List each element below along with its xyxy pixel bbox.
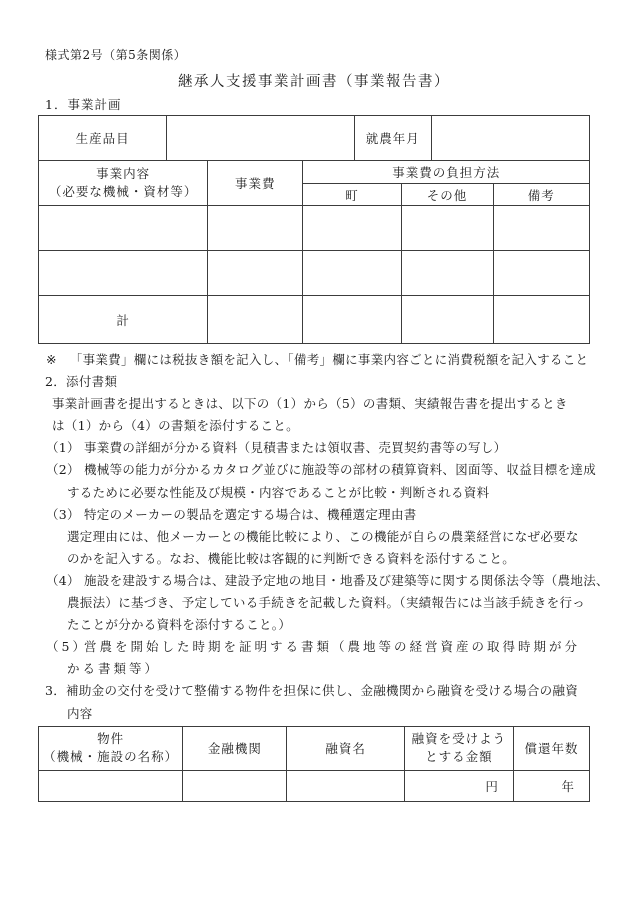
attachment-item-2	[38, 459, 597, 481]
loan-entry-row	[39, 770, 590, 801]
form-number: 様式第2号（第5条関係）	[45, 48, 187, 62]
property-name-header-line2: （機械・施設の名称）	[43, 749, 179, 765]
plan-content-cell	[39, 251, 208, 296]
item-text: 事業費の詳細が分かる資料（見積書または領収書、売買契約書等の写し）	[84, 440, 507, 456]
tax-note	[38, 349, 590, 371]
item-text: 施設を建設する場合は、建設予定地の地目・地番及び建築等に関する関係法令等（農地法、	[84, 572, 609, 588]
property-name-header	[39, 726, 183, 770]
attachment-item-4-cont-1: 農振法）に基づき、予定している手続きを記載した資料。（実績報告には当該手続きを行っ	[67, 595, 586, 611]
instructions-block	[38, 349, 609, 725]
section2-heading: 2．添付書類	[45, 374, 118, 390]
farming-start-value-cell	[431, 116, 589, 161]
loan-name-cell	[287, 770, 404, 801]
intro-line-2: は（1）から（4）の書類を添付すること。	[52, 418, 299, 434]
document-title: 継承人支援事業計画書（事業報告書）	[178, 74, 450, 90]
item-number: （4）	[46, 572, 80, 588]
item-text: 特定のメーカーの製品を選定する場合は、機種選定理由書	[84, 506, 417, 522]
tax-note-text: 「事業費」欄には税抜き額を記入し、「備考」欄に事業内容ごとに消費税額を記入すること	[69, 352, 589, 367]
item-number: （2）	[46, 462, 80, 478]
repayment-years-unit-cell: 年	[513, 770, 589, 801]
burden-town-header: 町	[303, 184, 401, 206]
product-item-value-cell	[167, 116, 354, 161]
total-town-cell	[303, 296, 401, 344]
section3-heading-line2: 内容	[67, 705, 93, 721]
loan-amount-header-line1: 融資を受けよう	[411, 731, 507, 747]
burden-method-header: 事業費の負担方法	[303, 161, 590, 184]
item-text: 機械等の能力が分かるカタログ並びに施設等の部材の積算資料、図面等、収益目標を達成	[84, 462, 597, 478]
plan-other-cell	[401, 251, 493, 296]
attachment-item-4-cont-2: たことが分かる資料を添付すること。）	[67, 617, 292, 633]
attachment-item-4	[38, 570, 609, 592]
financial-institution-cell	[183, 770, 287, 801]
plan-remarks-cell	[493, 206, 589, 251]
item-number: （3）	[46, 506, 80, 522]
plan-content-cell	[39, 206, 208, 251]
table-row	[39, 116, 590, 161]
loan-table-header-row	[39, 726, 590, 770]
plan-remarks-cell	[493, 251, 589, 296]
repayment-years-header: 償還年数	[513, 726, 589, 770]
property-name-header-line1: 物件	[97, 731, 125, 747]
plan-cost-cell	[208, 251, 303, 296]
total-cost-cell	[208, 296, 303, 344]
attachment-item-3-cont-1: 選定理由には、他メーカーとの機能比較により、この機能が自らの農業経営になぜ必要な	[67, 528, 579, 544]
plan-town-cell	[303, 251, 401, 296]
attachment-item-1	[38, 437, 590, 459]
item-number: （5）	[46, 639, 88, 655]
attachment-item-3-cont-2: のかを記入する。なお、機能比較は客観的に判断できる資料を添付すること。	[67, 550, 516, 566]
attachment-item-5-cont: かる書類等）	[67, 661, 161, 677]
plan-town-cell	[303, 206, 401, 251]
item-number: （1）	[46, 440, 80, 456]
plan-other-cell	[401, 206, 493, 251]
loan-amount-header-line2: とする金額	[425, 749, 493, 765]
attachment-item-2-cont: するために必要な性能及び規模・内容であることが比較・判断される資料	[67, 484, 490, 500]
total-other-cell	[401, 296, 493, 344]
table-header-row	[39, 161, 590, 184]
business-content-header-line2: （必要な機械・資材等）	[48, 184, 198, 199]
loan-amount-header	[404, 726, 513, 770]
business-content-header	[39, 161, 208, 206]
loan-table	[38, 726, 590, 802]
total-row	[39, 296, 590, 344]
product-item-label: 生産品目	[39, 116, 167, 161]
loan-amount-unit-cell: 円	[404, 770, 513, 801]
attachment-item-3	[38, 504, 590, 526]
section3-heading-line1: 3．補助金の交付を受けて整備する物件を担保に供し、金融機関から融資を受ける場合の融資	[45, 683, 579, 699]
farming-start-label: 就農年月	[354, 116, 431, 161]
burden-remarks-header: 備考	[493, 184, 589, 206]
business-cost-header: 事業費	[208, 161, 303, 206]
loan-name-header: 融資名	[287, 726, 404, 770]
plan-cost-cell	[208, 206, 303, 251]
business-plan-table-main	[38, 160, 590, 344]
property-name-cell	[39, 770, 183, 801]
note-asterisk-mark: ※	[46, 352, 57, 367]
business-content-header-line1: 事業内容	[96, 166, 151, 181]
burden-other-header: その他	[401, 184, 493, 206]
financial-institution-header: 金融機関	[183, 726, 287, 770]
plan-entry-row	[39, 251, 590, 296]
intro-line-1: 事業計画書を提出するときは、以下の（1）から（5）の書類、実績報告書を提出するとき	[52, 396, 568, 412]
total-label-cell: 計	[39, 296, 208, 344]
item-text: 営農を開始した時期を証明する書類（農地等の経営資産の取得時期が分	[84, 639, 581, 655]
business-plan-table-top	[38, 115, 590, 161]
plan-entry-row	[39, 206, 590, 251]
attachment-item-5	[38, 636, 590, 658]
section1-heading: 1．事業計画	[45, 97, 122, 112]
total-remarks-cell	[493, 296, 589, 344]
